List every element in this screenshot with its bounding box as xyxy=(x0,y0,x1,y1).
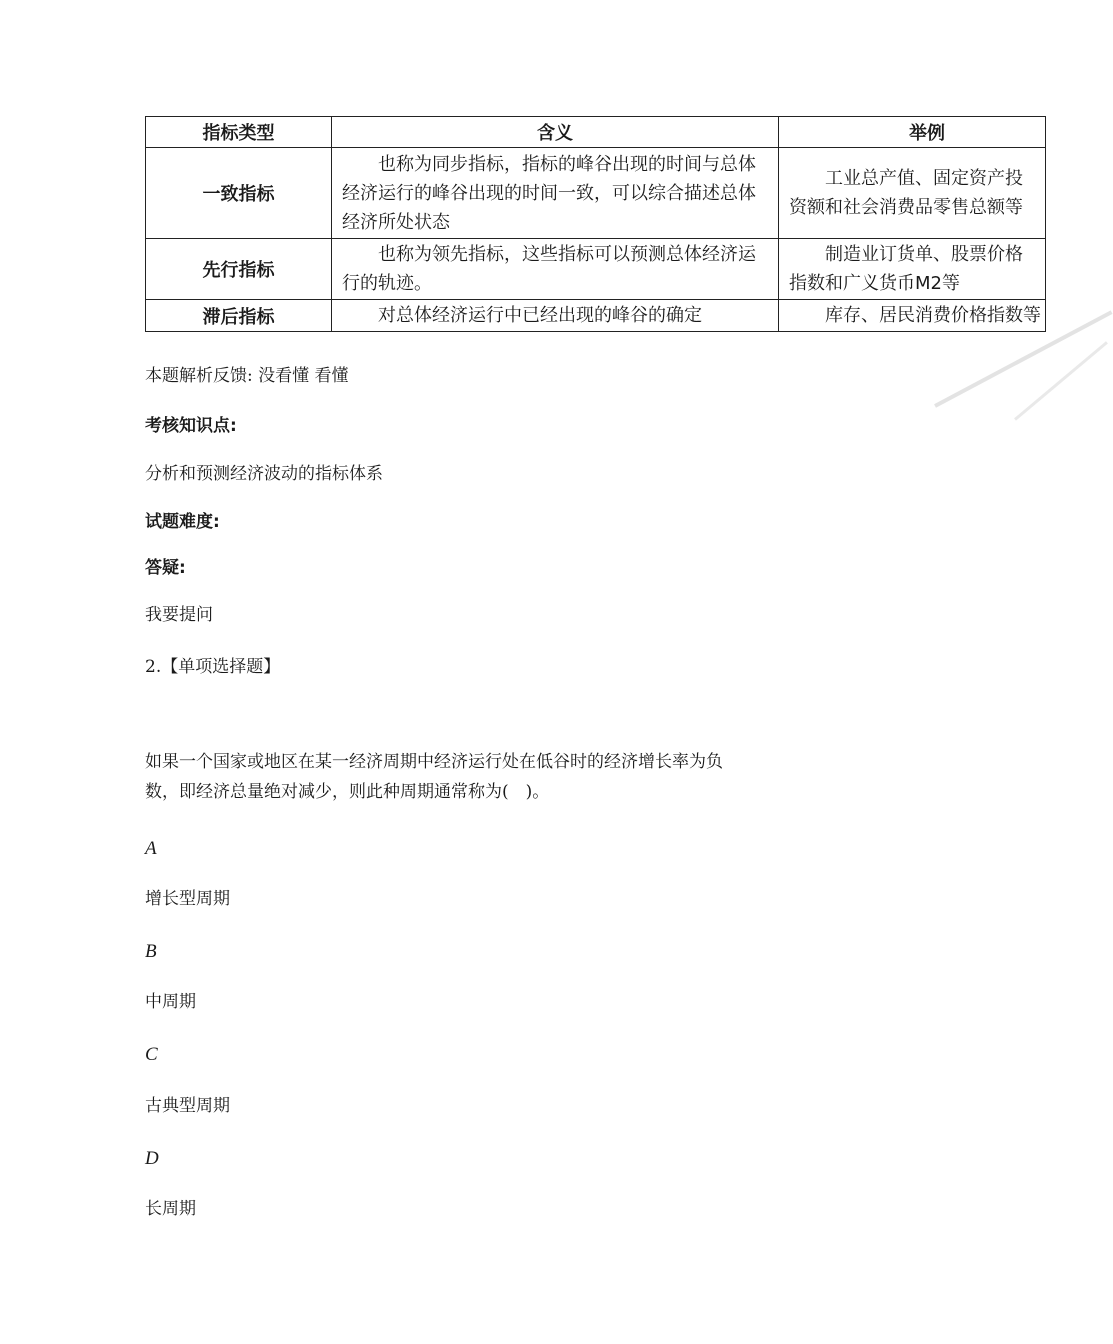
knowledge-value: 分析和预测经济波动的指标体系 xyxy=(145,464,383,484)
row-example: 工业总产值、固定资产投资额和社会消费品零售总额等 xyxy=(779,148,1046,239)
row-type: 先行指标 xyxy=(146,239,332,300)
option-d-text[interactable]: 长周期 xyxy=(145,1199,196,1219)
option-b-letter: B xyxy=(145,941,157,962)
row-type: 滞后指标 xyxy=(146,300,332,332)
table-row xyxy=(146,239,1046,300)
feedback-label: 本题解析反馈: xyxy=(145,366,253,386)
row-example: 库存、居民消费价格指数等 xyxy=(779,300,1046,332)
question-stem-line-1: 如果一个国家或地区在某一经济周期中经济运行处在低谷时的经济增长率为负 xyxy=(145,752,723,772)
question-stem-line-2: 数，即经济总量绝对减少，则此种周期通常称为( )。 xyxy=(145,782,550,802)
feedback-not-understood-link[interactable]: 没看懂 xyxy=(258,366,310,386)
question-header: 2.【单项选择题】 xyxy=(145,657,281,677)
row-example: 制造业订货单、股票价格指数和广义货币M2等 xyxy=(779,239,1046,300)
qa-label: 答疑: xyxy=(145,558,186,578)
option-c-letter: C xyxy=(145,1044,158,1065)
option-b-text[interactable]: 中周期 xyxy=(145,992,196,1012)
option-d-letter: D xyxy=(145,1148,159,1169)
difficulty-label: 试题难度: xyxy=(145,512,220,532)
ask-question-link[interactable]: 我要提问 xyxy=(145,605,213,625)
header-type: 指标类型 xyxy=(146,117,332,148)
header-example: 举例 xyxy=(779,117,1046,148)
row-meaning: 也称为领先指标，这些指标可以预测总体经济运行的轨迹。 xyxy=(332,239,779,300)
option-a-letter: A xyxy=(145,838,157,859)
indicator-table-container xyxy=(145,116,1041,333)
table-row xyxy=(146,300,1046,332)
table-header-row xyxy=(146,117,1046,148)
option-c-text[interactable]: 古典型周期 xyxy=(145,1096,230,1116)
row-type: 一致指标 xyxy=(146,148,332,239)
row-meaning: 对总体经济运行中已经出现的峰谷的确定 xyxy=(332,300,779,332)
indicator-table xyxy=(145,116,1046,332)
feedback-understood-link[interactable]: 看懂 xyxy=(314,366,349,386)
knowledge-label: 考核知识点: xyxy=(145,416,237,436)
table-row xyxy=(146,148,1046,239)
row-meaning: 也称为同步指标，指标的峰谷出现的时间与总体经济运行的峰谷出现的时间一致，可以综合描述总体经济所处状态 xyxy=(332,148,779,239)
header-meaning: 含义 xyxy=(332,117,779,148)
feedback-line xyxy=(145,362,349,390)
option-a-text[interactable]: 增长型周期 xyxy=(145,889,230,909)
